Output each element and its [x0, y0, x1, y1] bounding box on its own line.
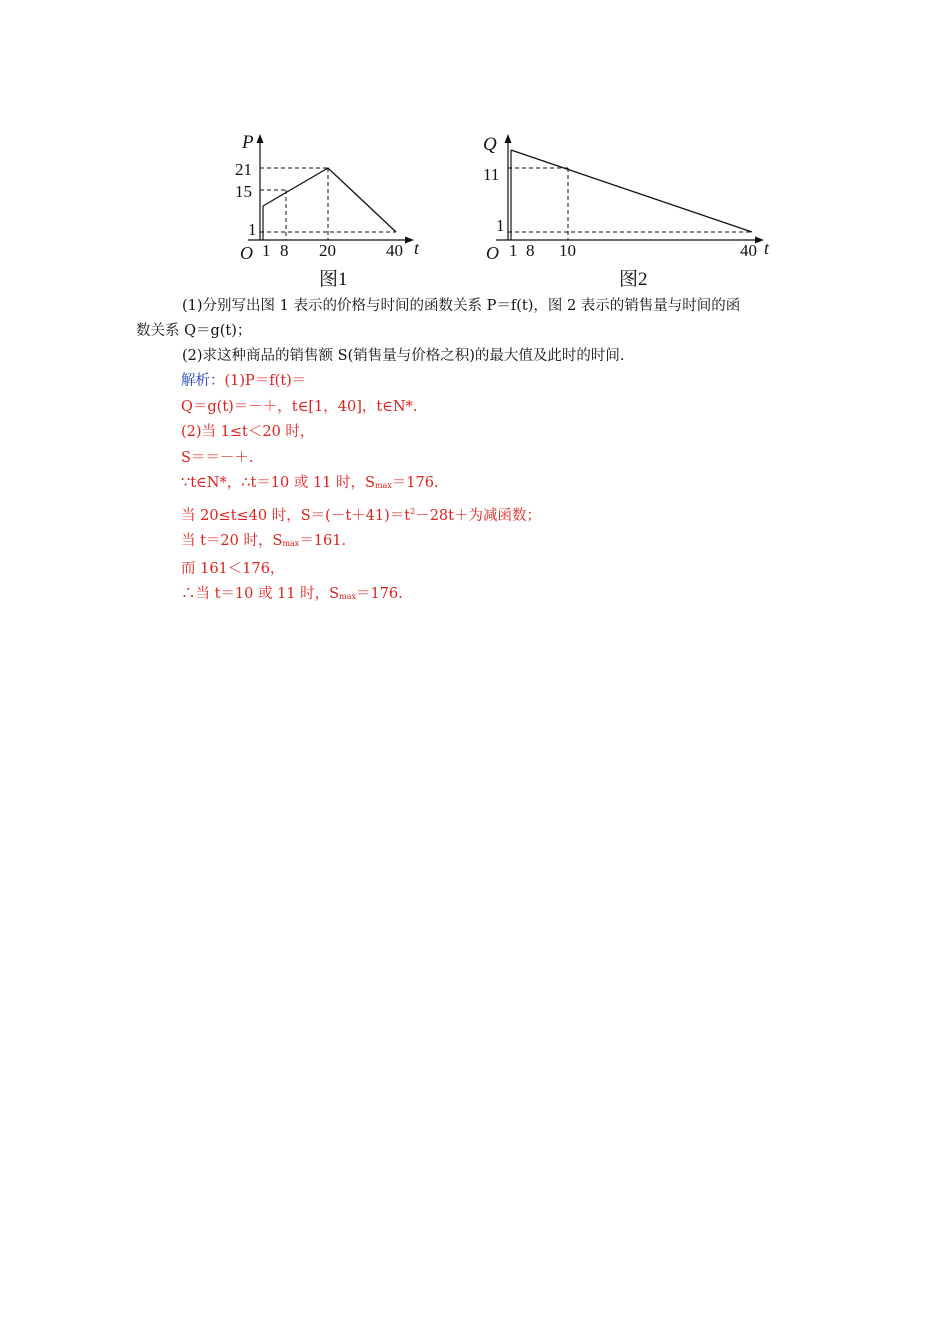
x-tick-10: 10	[559, 241, 576, 260]
solution-line-4: S＝＝－＋.	[181, 449, 254, 466]
y-axis-arrow	[505, 134, 512, 143]
y-tick-11: 11	[483, 165, 500, 184]
solution-part1-p: (1)P＝f(t)＝	[224, 373, 307, 389]
solution-line-7a: 当 t＝20 时，S	[181, 533, 283, 549]
x-tick-40: 40	[740, 241, 757, 260]
figure-2-quantity-graph	[476, 128, 776, 290]
solution-line-9	[181, 582, 821, 610]
y-tick-21: 21	[235, 160, 252, 179]
solution-line-1	[181, 369, 821, 395]
solution-line-7c: ＝161.	[299, 533, 347, 549]
y-tick-15: 15	[235, 182, 252, 201]
x-tick-1: 1	[509, 241, 518, 260]
x-axis-arrow	[405, 237, 414, 244]
subscript-max: max	[339, 592, 356, 601]
origin-label: O	[486, 243, 499, 263]
figure-1-price-graph	[228, 128, 428, 290]
x-axis-label: t	[764, 238, 770, 258]
origin-label: O	[240, 243, 253, 263]
solution-label: 解析：	[181, 373, 225, 389]
solution-block	[181, 369, 821, 610]
x-axis-label: t	[414, 238, 420, 258]
solution-line-6c: －28t＋为减函数；	[415, 507, 541, 524]
superscript-2: 2	[410, 506, 416, 516]
solution-line-3: (2)当 1≤t＜20 时，	[181, 424, 315, 440]
x-tick-40: 40	[386, 241, 403, 260]
solution-line-5c: ＝176.	[391, 475, 439, 491]
x-tick-1: 1	[262, 241, 271, 260]
subscript-max: max	[282, 539, 300, 548]
x-tick-20: 20	[319, 241, 336, 260]
y-axis-arrow	[257, 134, 264, 143]
question-part2: (2)求这种商品的销售额 S(销售量与价格之积)的最大值及此时的时间.	[182, 348, 625, 364]
question-part1-line1: (1)分别写出图 1 表示的价格与时间的函数关系 P＝f(t)，图 2 表示的销售量与时间的函	[182, 298, 741, 314]
solution-line-9a: ∴当 t＝10 或 11 时，S	[181, 586, 340, 602]
solution-line-9c: ＝176.	[355, 586, 403, 602]
y-axis-label: Q	[483, 134, 497, 155]
solution-line-6a: 当 20≤t≤40 时，S＝(－t＋41)＝t	[181, 507, 411, 524]
quantity-curve	[511, 150, 752, 232]
price-curve	[263, 168, 396, 232]
y-tick-1: 1	[496, 216, 505, 235]
subscript-max: max	[374, 481, 392, 490]
question-block	[136, 294, 826, 369]
solution-line-7	[181, 529, 821, 557]
figure-2-caption: 图2	[619, 269, 648, 290]
solution-line-8: 而 161＜176，	[181, 560, 285, 577]
question-part1-line2: 数关系 Q＝g(t)；	[136, 323, 252, 339]
x-tick-8: 8	[280, 241, 289, 260]
solution-line-2: Q＝g(t)＝－＋，t∈[1，40]，t∈N*.	[181, 398, 418, 415]
solution-line-6	[181, 499, 821, 530]
y-tick-1: 1	[248, 220, 257, 239]
solution-line-5a: ∵t∈N*，∴t＝10 或 11 时，S	[181, 475, 375, 491]
solution-line-5	[181, 471, 821, 499]
y-axis-label: P	[242, 132, 254, 153]
x-tick-8: 8	[526, 241, 535, 260]
figure-1-caption: 图1	[319, 269, 348, 290]
